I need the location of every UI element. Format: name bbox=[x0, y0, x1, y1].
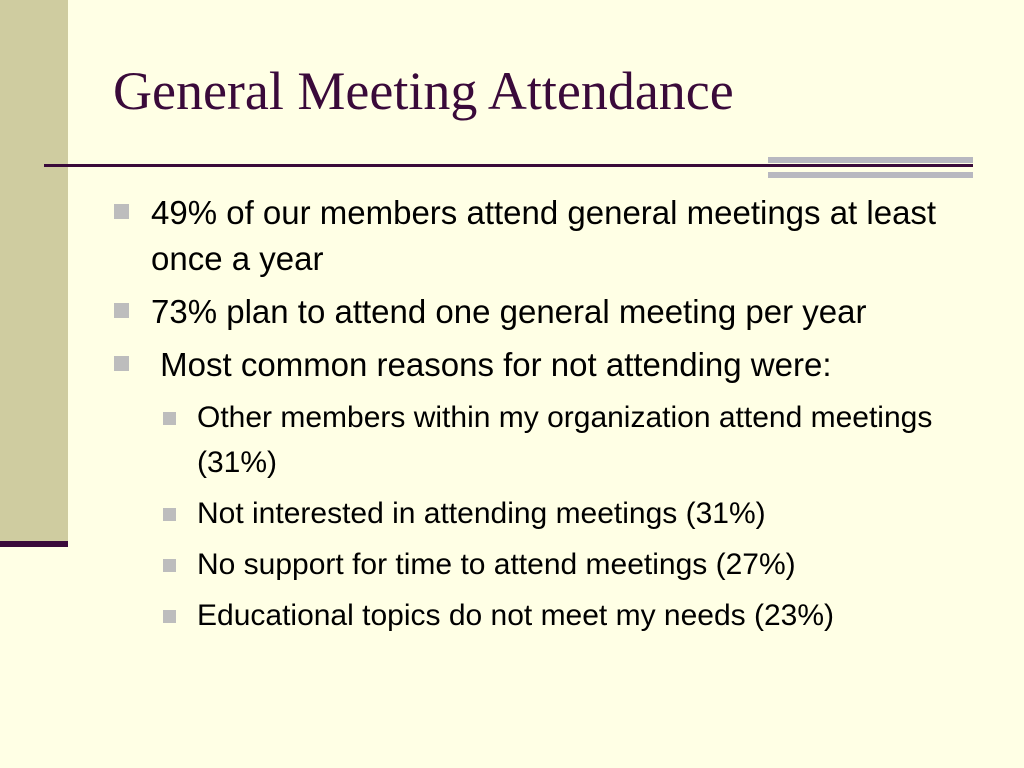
sub-bullet-item bbox=[163, 491, 1009, 536]
left-bar-accent-line bbox=[0, 541, 68, 547]
bullet-item bbox=[114, 190, 1009, 282]
sub-bullet-text: Other members within my organization attend meetings (31%) bbox=[197, 401, 933, 479]
bullet-text: Most common reasons for not attending were: bbox=[151, 346, 832, 383]
sub-bullet-text: No support for time to attend meetings (27%) bbox=[197, 548, 796, 581]
sub-bullet-item bbox=[163, 593, 1009, 638]
bullet-text: 73% plan to attend one general meeting per year bbox=[151, 293, 867, 330]
sub-bullet-item bbox=[163, 542, 1009, 587]
slide-title: General Meeting Attendance bbox=[113, 61, 734, 121]
bullet-item bbox=[114, 289, 1009, 335]
title-divider-box bbox=[768, 157, 973, 178]
square-bullet-icon bbox=[114, 303, 129, 318]
divider-box-stripe-top bbox=[768, 157, 973, 163]
square-bullet-icon bbox=[163, 559, 176, 572]
bullet-item bbox=[114, 342, 1009, 388]
divider-box-stripe-bottom bbox=[768, 172, 973, 178]
square-bullet-icon bbox=[163, 412, 176, 425]
square-bullet-icon bbox=[114, 356, 129, 371]
square-bullet-icon bbox=[114, 204, 129, 219]
sub-bullet-text: Educational topics do not meet my needs (23%) bbox=[197, 599, 835, 632]
sub-bullet-item bbox=[163, 395, 1009, 485]
square-bullet-icon bbox=[163, 610, 176, 623]
bullet-list bbox=[114, 190, 1009, 644]
square-bullet-icon bbox=[163, 508, 176, 521]
sub-bullet-text: Not interested in attending meetings (31%) bbox=[197, 497, 766, 530]
left-decorative-bar bbox=[0, 0, 68, 542]
bullet-text: 49% of our members attend general meetings at least once a year bbox=[151, 194, 937, 277]
